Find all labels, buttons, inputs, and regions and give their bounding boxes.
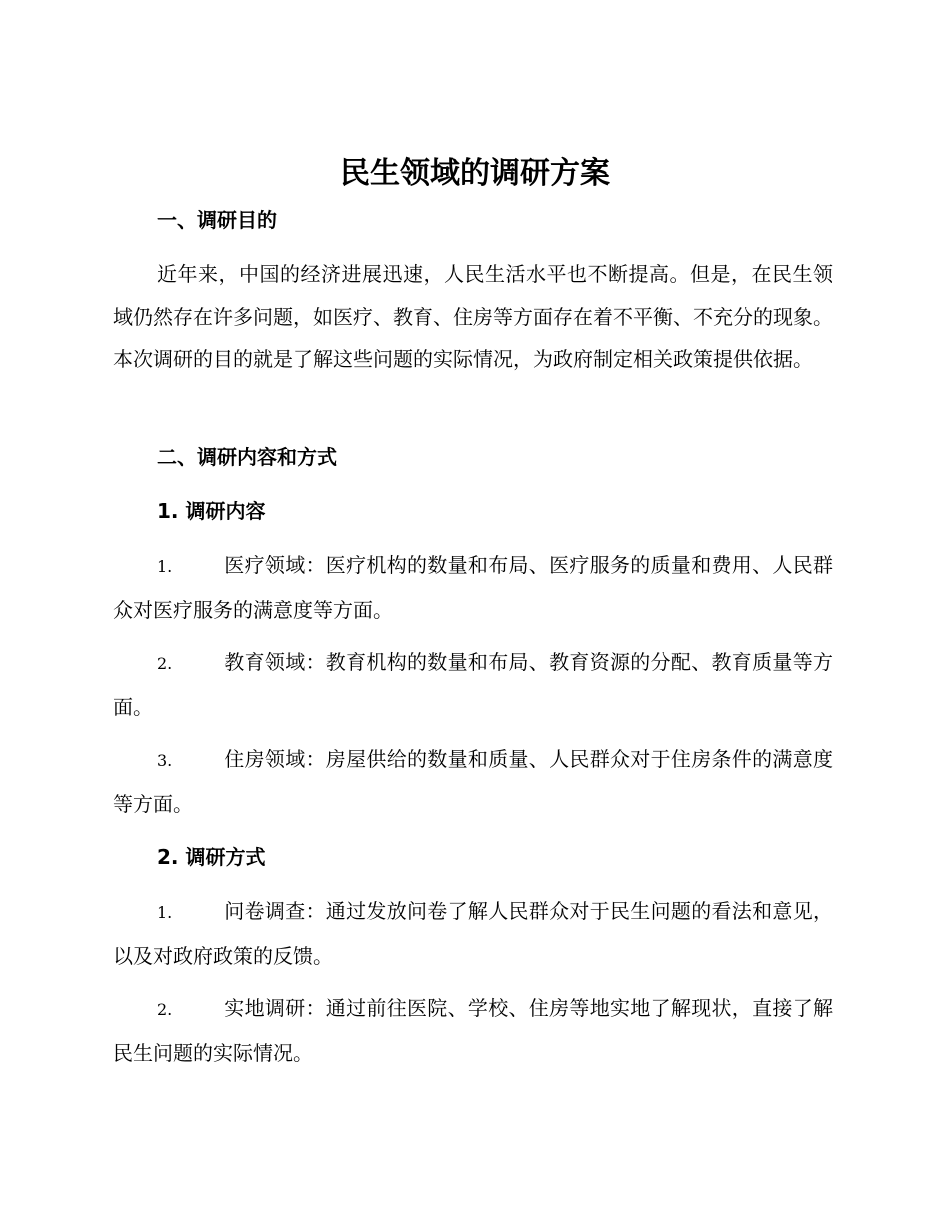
subheading-research-content: 1. 调研内容: [157, 499, 266, 523]
list-item: [113, 641, 833, 728]
list-item-number: 1.: [157, 903, 173, 922]
list-item-text: 医疗领域：医疗机构的数量和布局、医疗服务的质量和费用、人民群众对医疗服务的满意度等方面。: [113, 553, 833, 622]
list-item: [113, 890, 833, 977]
purpose-paragraph: 近年来，中国的经济进展迅速，人民生活水平也不断提高。但是，在民生领域仍然存在许多问题，如医疗、教育、住房等方面存在着不平衡、不充分的现象。本次调研的目的就是了解这些问题的实际情况，为政府制定相关政策提供依据。: [113, 262, 833, 371]
list-item-number: 2.: [157, 654, 173, 673]
subheading-research-methods: 2. 调研方式: [157, 845, 266, 869]
list-item-number: 1.: [157, 557, 173, 576]
list-item: [113, 987, 833, 1074]
list-item: [113, 544, 833, 631]
list-item-number: 3.: [157, 751, 173, 770]
list-item-number: 2.: [157, 1000, 173, 1019]
section-heading-content-and-methods: 二、调研内容和方式: [157, 445, 337, 469]
document-title: 民生领域的调研方案: [340, 156, 610, 191]
list-item: [113, 738, 833, 825]
list-item-text: 实地调研：通过前往医院、学校、住房等地实地了解现状，直接了解民生问题的实际情况。: [113, 996, 833, 1065]
list-item-text: 教育领域：教育机构的数量和布局、教育资源的分配、教育质量等方面。: [113, 650, 833, 719]
list-item-text: 问卷调查：通过发放问卷了解人民群众对于民生问题的看法和意见，以及对政府政策的反馈。: [113, 899, 833, 968]
section-heading-purpose: 一、调研目的: [157, 208, 277, 232]
list-item-text: 住房领域：房屋供给的数量和质量、人民群众对于住房条件的满意度等方面。: [113, 747, 833, 816]
